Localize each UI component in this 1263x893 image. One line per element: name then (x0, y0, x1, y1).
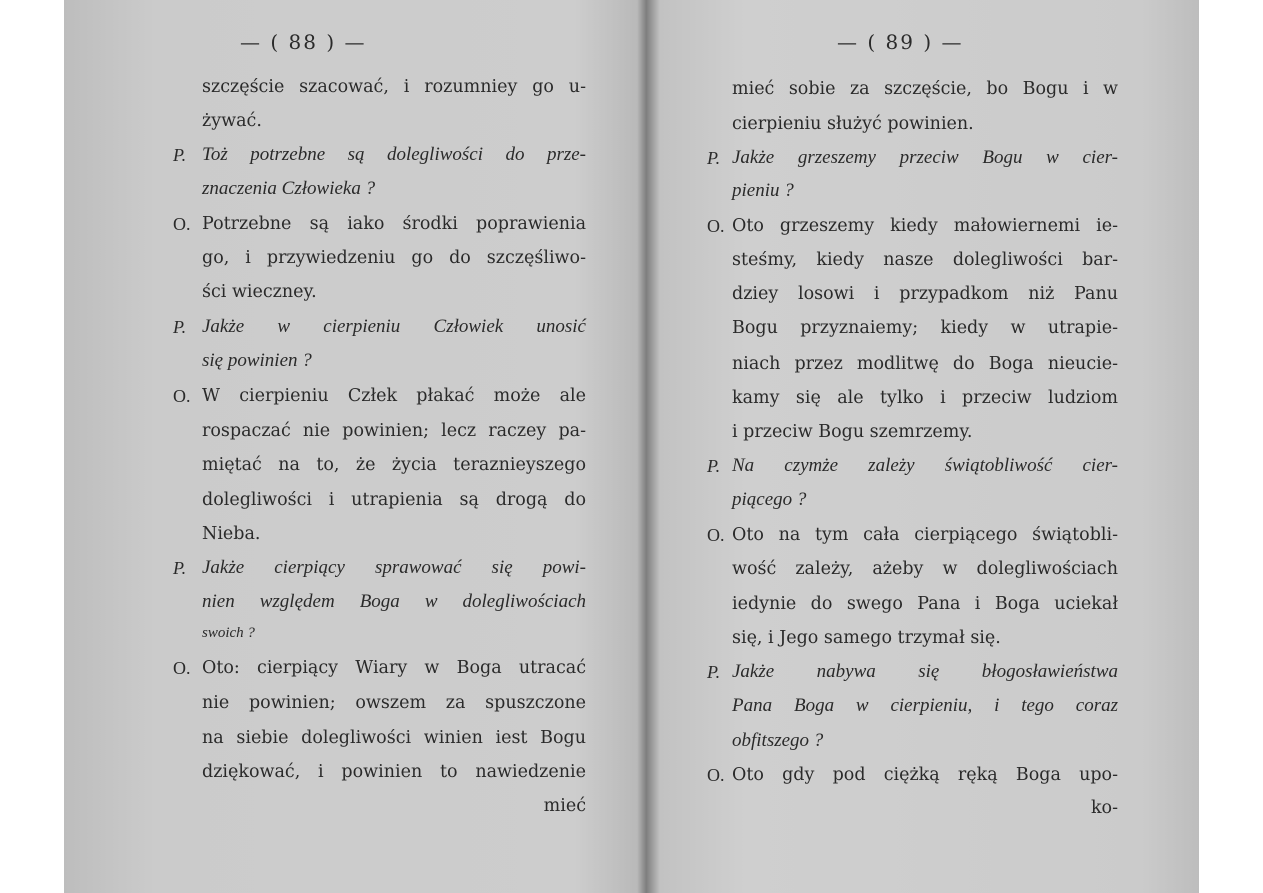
line-text: nie powinien; owszem za spuszczone (202, 693, 586, 713)
line-text: Jakże nabywa się błogosławieństwa (732, 661, 1118, 682)
line-text: wość zależy, ażeby w dolegliwościach (732, 559, 1118, 579)
line-text: szczęście szacować, i rozumniey go u- (202, 77, 586, 97)
line-text: Nieba. (202, 524, 261, 544)
answer-line (173, 210, 586, 238)
line-text: Potrzebne są iako środki poprawienia (202, 214, 586, 234)
text-line (732, 314, 1118, 342)
line-text: kamy się ale tylko i przeciw ludziom (732, 388, 1118, 408)
line-text: rospaczać nie powinien; lecz raczey pa- (202, 421, 586, 441)
line-label: O. (707, 216, 725, 236)
line-text: Na czymże zależy świątobliwość cier- (732, 455, 1118, 476)
line-text: Pana Boga w cierpieniu, i tego coraz (732, 695, 1118, 716)
line-text: Oto na tym cała cierpiącego świątobli- (732, 525, 1118, 545)
line-text: mieć (543, 796, 586, 816)
line-label: P. (707, 456, 721, 476)
question-line (173, 313, 586, 341)
text-line (732, 350, 1118, 378)
right-page (632, 0, 1263, 893)
line-text: Toż potrzebne są dolegliwości do prze- (202, 144, 586, 165)
line-label: P. (173, 558, 187, 578)
line-text: Oto: cierpiący Wiary w Boga utracać (202, 658, 586, 678)
text-line (732, 555, 1118, 583)
line-label: P. (707, 662, 721, 682)
text-line (732, 727, 1118, 755)
line-text: i przeciw Bogu szemrzemy. (732, 422, 973, 442)
text-line (732, 177, 1118, 205)
line-text: dziękować, i powinien to nawiedzenie (202, 762, 586, 782)
answer-line (707, 521, 1118, 549)
text-line (732, 75, 1118, 103)
line-text: Jakże w cierpieniu Człowiek unosić (202, 316, 586, 337)
text-line (202, 689, 586, 717)
line-text: cierpieniu służyć powinien. (732, 114, 974, 134)
text-line (732, 624, 1118, 652)
page-number: — ( 88 ) — (240, 30, 367, 54)
text-line (202, 278, 586, 306)
line-text: miętać na to, że życia teraznieyszego (202, 455, 586, 475)
line-text: steśmy, kiedy nasze dolegliwości bar- (732, 250, 1118, 270)
line-label: O. (173, 658, 191, 678)
line-text: znaczenia Człowieka ? (202, 178, 376, 199)
line-text: Jakże cierpiący sprawować się powi- (202, 557, 586, 578)
line-text: W cierpieniu Człek płakać może ale (202, 386, 586, 406)
catchword (202, 792, 586, 820)
line-label: O. (173, 214, 191, 234)
line-text: dziey losowi i przypadkom niż Panu (732, 284, 1118, 304)
line-text: żywać. (202, 111, 262, 131)
line-label: P. (707, 148, 721, 168)
line-text: Oto grzeszemy kiedy małowiernemi ie- (732, 216, 1118, 236)
answer-line (707, 212, 1118, 240)
text-line (732, 692, 1118, 720)
text-line (202, 451, 586, 479)
line-label: P. (173, 317, 187, 337)
line-text: piącego ? (732, 489, 807, 510)
text-line (202, 724, 586, 752)
text-line (202, 417, 586, 445)
line-text: Bogu przyznaiemy; kiedy w utrapie- (732, 318, 1118, 338)
answer-line (173, 382, 586, 410)
line-text: mieć sobie za szczęście, bo Bogu i w (732, 79, 1118, 99)
text-line (202, 619, 586, 647)
line-text: go, i przywiedzeniu go do szczęśliwo- (202, 248, 586, 268)
line-text: Oto gdy pod ciężką ręką Boga upo- (732, 765, 1118, 785)
line-label: O. (173, 386, 191, 406)
line-text: iedynie do swego Pana i Boga uciekał (732, 594, 1118, 614)
line-text: swoich ? (202, 625, 255, 641)
question-line (707, 452, 1118, 480)
answer-line (173, 654, 586, 682)
question-line (173, 554, 586, 582)
page-number: — ( 89 ) — (837, 30, 964, 54)
line-text: ko- (1090, 798, 1118, 818)
text-line (202, 520, 586, 548)
question-line (173, 141, 586, 169)
text-line (732, 384, 1118, 412)
line-label: O. (707, 525, 725, 545)
line-text: niach przez modlitwę do Boga nieucie- (732, 354, 1118, 374)
text-line (202, 758, 586, 786)
text-line (202, 347, 586, 375)
text-line (202, 588, 586, 616)
text-line (732, 590, 1118, 618)
line-text: Jakże grzeszemy przeciw Bogu w cier- (732, 147, 1118, 168)
line-text: się powinien ? (202, 350, 312, 371)
text-line (732, 418, 1118, 446)
question-line (707, 658, 1118, 686)
question-line (707, 144, 1118, 172)
line-label: O. (707, 765, 725, 785)
text-line (732, 486, 1118, 514)
line-text: pieniu ? (732, 180, 794, 201)
line-text: nien względem Boga w dolegliwościach (202, 591, 586, 612)
line-text: ści wieczney. (202, 282, 317, 302)
line-text: się, i Jego samego trzymał się. (732, 628, 1001, 648)
text-line (202, 73, 586, 101)
text-line (202, 107, 586, 135)
line-text: dolegliwości i utrapienia są drogą do (202, 490, 586, 510)
text-line (202, 486, 586, 514)
line-text: obfitszego ? (732, 730, 824, 751)
text-line (732, 246, 1118, 274)
line-text: na siebie dolegliwości winien iest Bogu (202, 728, 586, 748)
catchword (732, 794, 1118, 822)
line-label: P. (173, 145, 187, 165)
text-line (732, 110, 1118, 138)
text-line (202, 244, 586, 272)
text-line (732, 280, 1118, 308)
text-line (202, 175, 586, 203)
answer-line (707, 761, 1118, 789)
